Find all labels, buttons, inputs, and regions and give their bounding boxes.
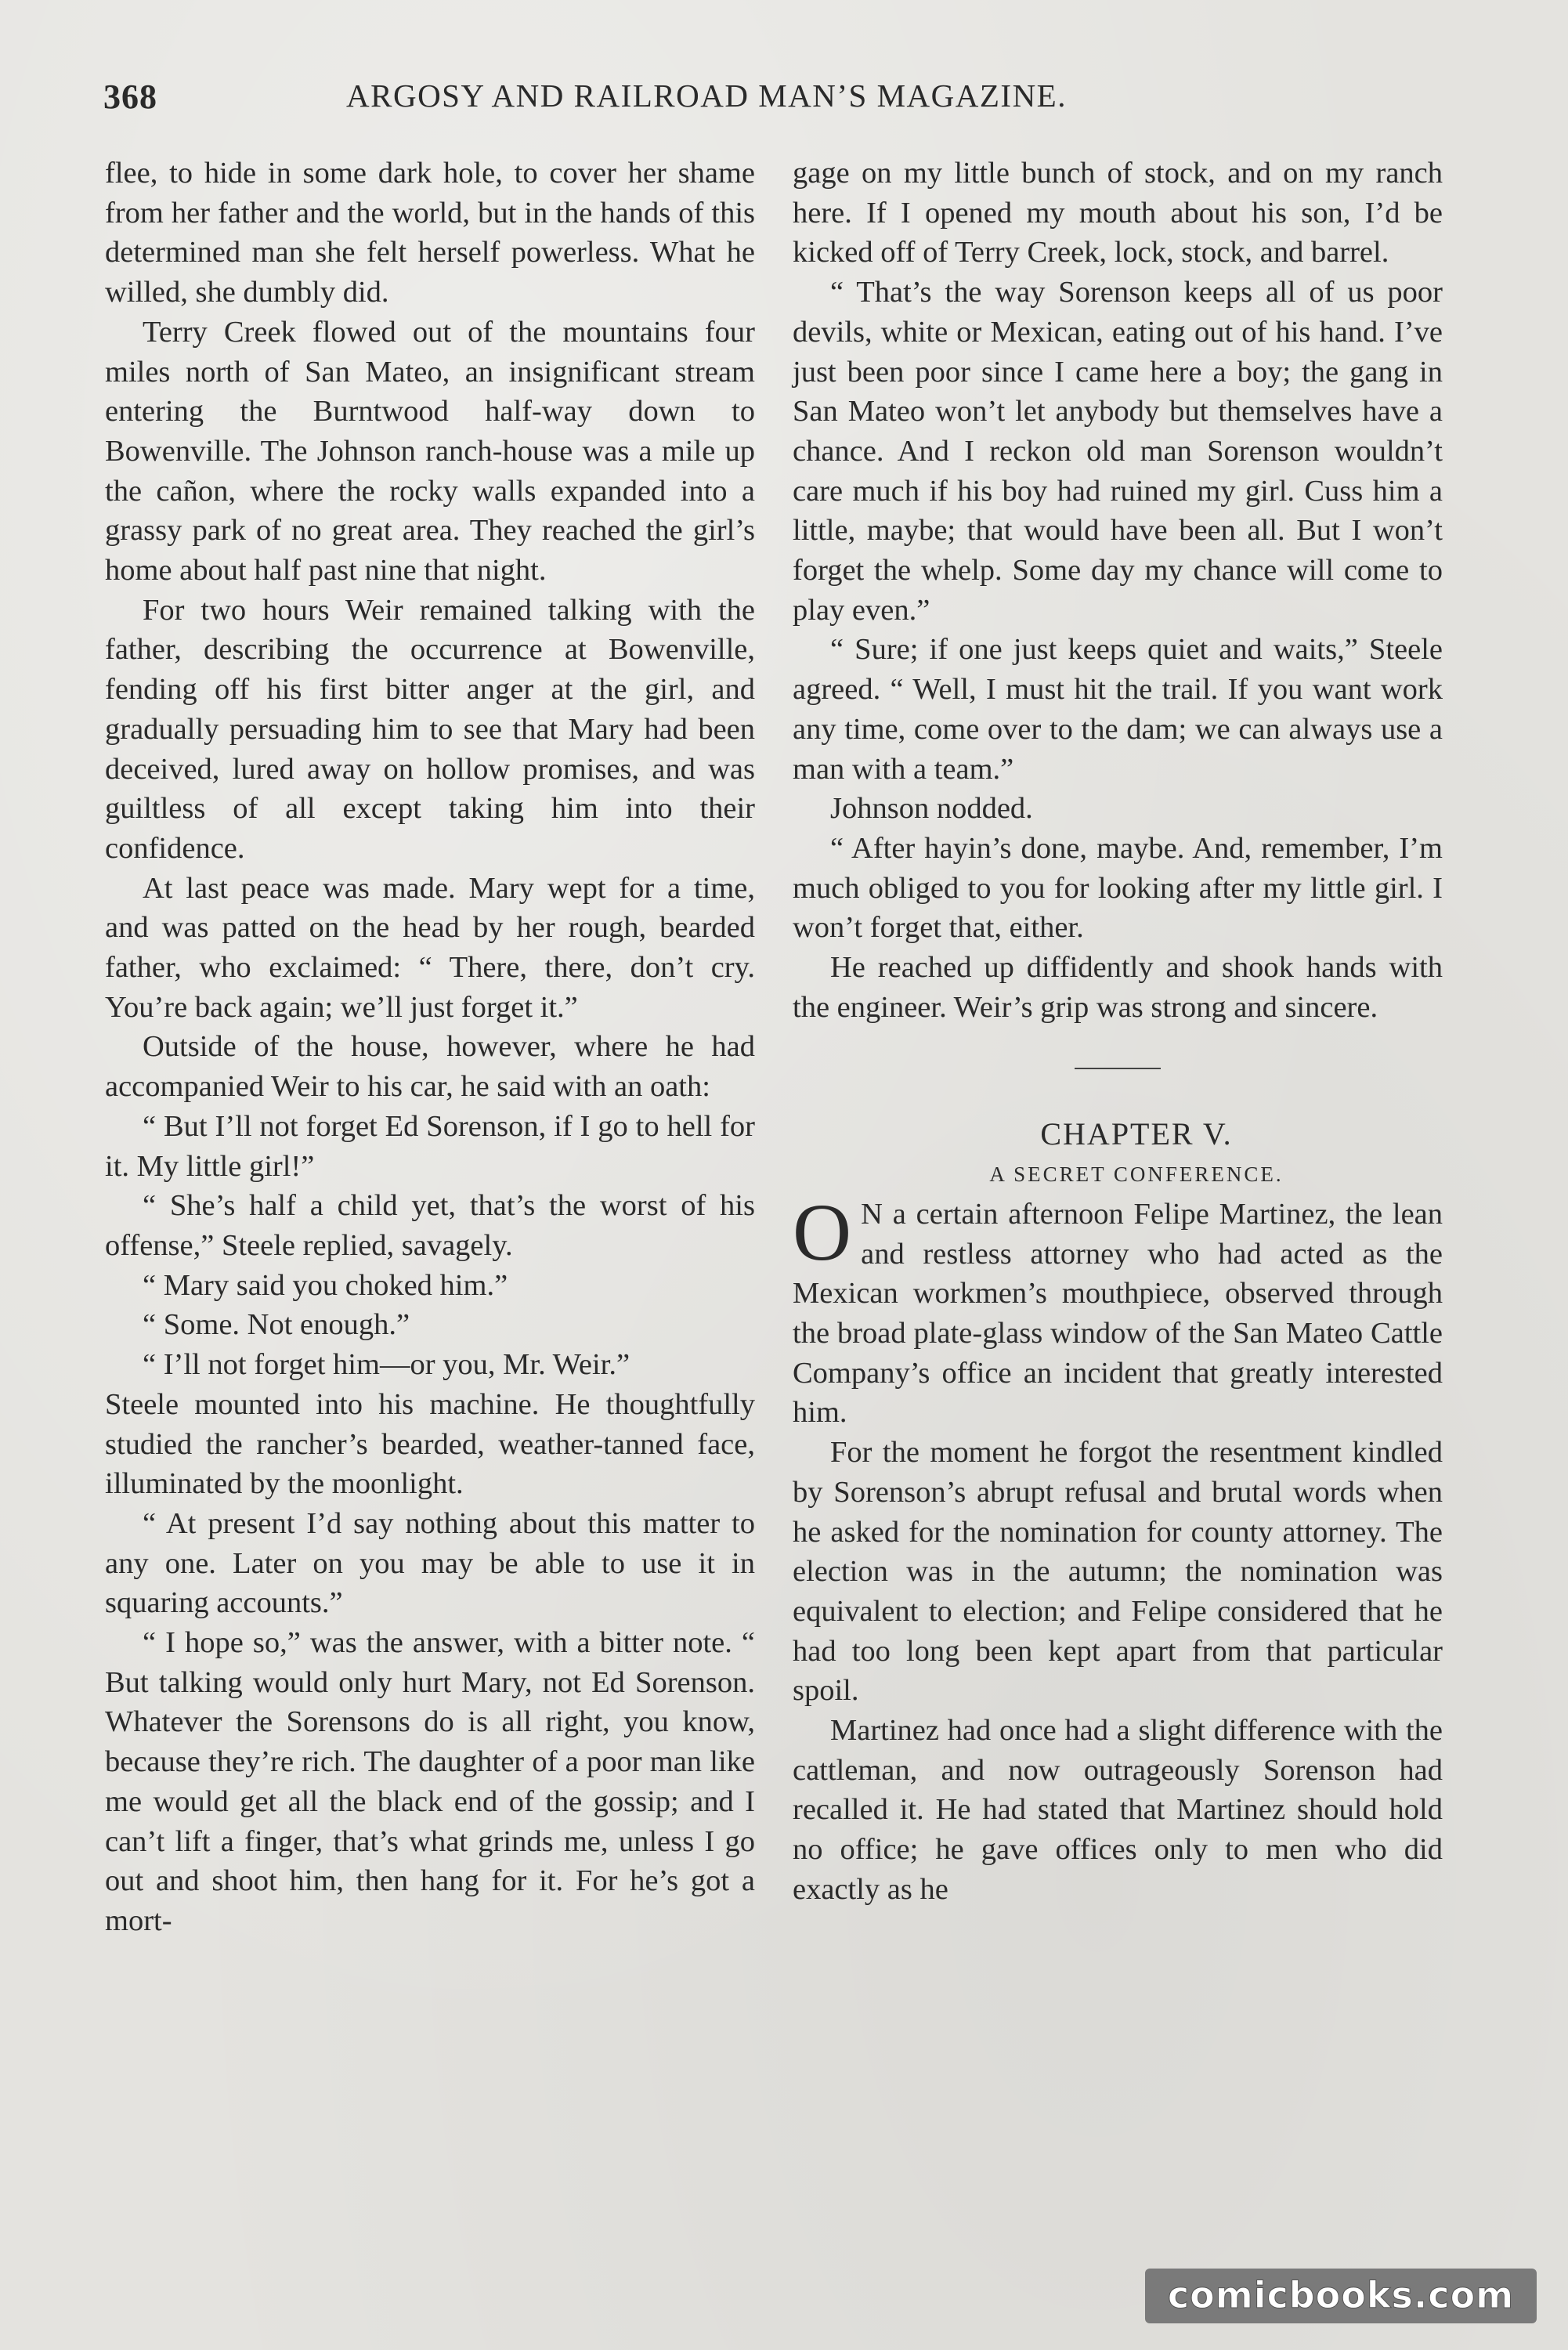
paragraph: At last peace was made. Mary wept for a time, and was patted on the head by her rough, bearded father, who exclaimed: “ There, there, don’t cry. You’re back again; we’ll just forget it.”: [105, 871, 755, 1024]
paragraph: For two hours Weir remained talking with the father, describing the occurrence at Bowenville, fending off his first bitter anger at the girl, and gradually persuading him to see that Mary had been deceived, lured away on hollow promises, and was guiltless of all except taking him into their confidence.: [105, 593, 755, 865]
chapter-subtitle: A SECRET CONFERENCE.: [989, 1162, 1284, 1187]
watermark-logo-icon: [1153, 2272, 1529, 2320]
drop-cap: O: [793, 1187, 852, 1278]
watermark-text: comicbooks.com: [1167, 2274, 1515, 2316]
paragraph: For the moment he forgot the resentment kindled by Sorenson’s abrupt refusal and brutal words when he asked for the nomination for county attorney. The election was in the autumn; the nomination was equivalent to election; and Felipe considered that he had too long been kept apart from that particular spoil.: [793, 1436, 1443, 1708]
paragraph: He reached up diffidently and shook hands with the engineer. Weir’s grip was strong and sincere.: [793, 951, 1443, 1024]
running-head: ARGOSY AND RAILROAD MAN’S MAGAZINE.: [346, 78, 1067, 114]
page-number: 368: [103, 78, 157, 116]
left-column: [105, 154, 755, 1941]
paragraph: “ Sure; if one just keeps quiet and waits,” Steele agreed. “ Well, I must hit the trail. If you want work any time, come over to the dam; we can always use a man with a team.”: [793, 633, 1443, 786]
paragraph: flee, to hide in some dark hole, to cover her shame from her father and the world, but in the hands of this determined man she felt herself powerless. What he willed, she dumbly did.: [105, 157, 755, 309]
paragraph: “ She’s half a child yet, that’s the worst of his offense,” Steele replied, savagely.: [105, 1189, 755, 1262]
right-column: [793, 154, 1443, 1910]
paragraph: Terry Creek flowed out of the mountains four miles north of San Mateo, an insignificant stream entering the Burntwood half-way down to Bowenville. The Johnson ranch-house was a mile up the cañon, where the rocky walls expanded into a grassy park of no great area. They reached the girl’s home about half past nine that night.: [105, 315, 755, 588]
paragraph: “ Mary said you choked him.”: [143, 1268, 508, 1302]
chapter-title: CHAPTER V.: [1040, 1116, 1233, 1152]
paragraph: Johnson nodded.: [830, 792, 1033, 826]
opening-text: N a certain afternoon Felipe Martinez, the lean and restless attorney who had acted as the Mexican workmen’s mouthpiece, observed through the broad plate-glass window of the San Mateo Cattle Company’s office an incident that greatly interested him.: [793, 1197, 1443, 1430]
paragraph: Outside of the house, however, where he had accompanied Weir to his car, he said with an oath:: [105, 1030, 755, 1104]
section-rule: [1075, 1068, 1161, 1069]
paragraph: Martinez had once had a slight difference with the cattleman, and now outrageously Sorenson had recalled it. He had stated that Martinez should hold no office; he gave offices only to men who did exactly as he: [793, 1714, 1443, 1906]
paragraph: “ That’s the way Sorenson keeps all of us poor devils, white or Mexican, eating out of his hand. I’ve just been poor since I came here a boy; the gang in San Mateo won’t let anybody but themselves have a chance. And I reckon old man Sorenson wouldn’t care much if his boy had ruined my girl. Cuss him a little, maybe; that would have been all. But I won’t forget the whelp. Some day my chance will come to play even.”: [793, 276, 1443, 627]
paragraph: “ But I’ll not forget Ed Sorenson, if I go to hell for it. My little girl!”: [105, 1109, 755, 1183]
paragraph: “ At present I’d say nothing about this matter to any one. Later on you may be able to use it in squaring accounts.”: [105, 1506, 755, 1620]
page-header: [103, 77, 1443, 124]
comicbooks-watermark: [1145, 2269, 1537, 2323]
paragraph: Steele mounted into his machine. He thoughtfully studied the rancher’s bearded, weather-tanned face, illuminated by the moonlight.: [105, 1387, 755, 1501]
paragraph: gage on my little bunch of stock, and on my ranch here. If I opened my mouth about his son, I’d be kicked off of Terry Creek, lock, stock, and barrel.: [793, 157, 1443, 269]
paragraph: “ I’ll not forget him—or you, Mr. Weir.”: [143, 1348, 630, 1382]
paragraph: “ I hope so,” was the answer, with a bitter note. “ But talking would only hurt Mary, not Ed Sorenson. Whatever the Sorensons do is all right, you know, because they’re rich. The daughter of a poor man like me would get all the black end of the gossip; and I can’t lift a finger, that’s what grinds me, unless I go out and shoot him, then hang for it. For he’s got a mort-: [105, 1626, 755, 1937]
paragraph: “ Some. Not enough.”: [143, 1308, 410, 1342]
paragraph: “ After hayin’s done, maybe. And, remember, I’m much obliged to you for looking after my little girl. I won’t forget that, either.: [793, 831, 1443, 945]
chapter-opening-paragraph: [793, 1187, 1443, 1433]
